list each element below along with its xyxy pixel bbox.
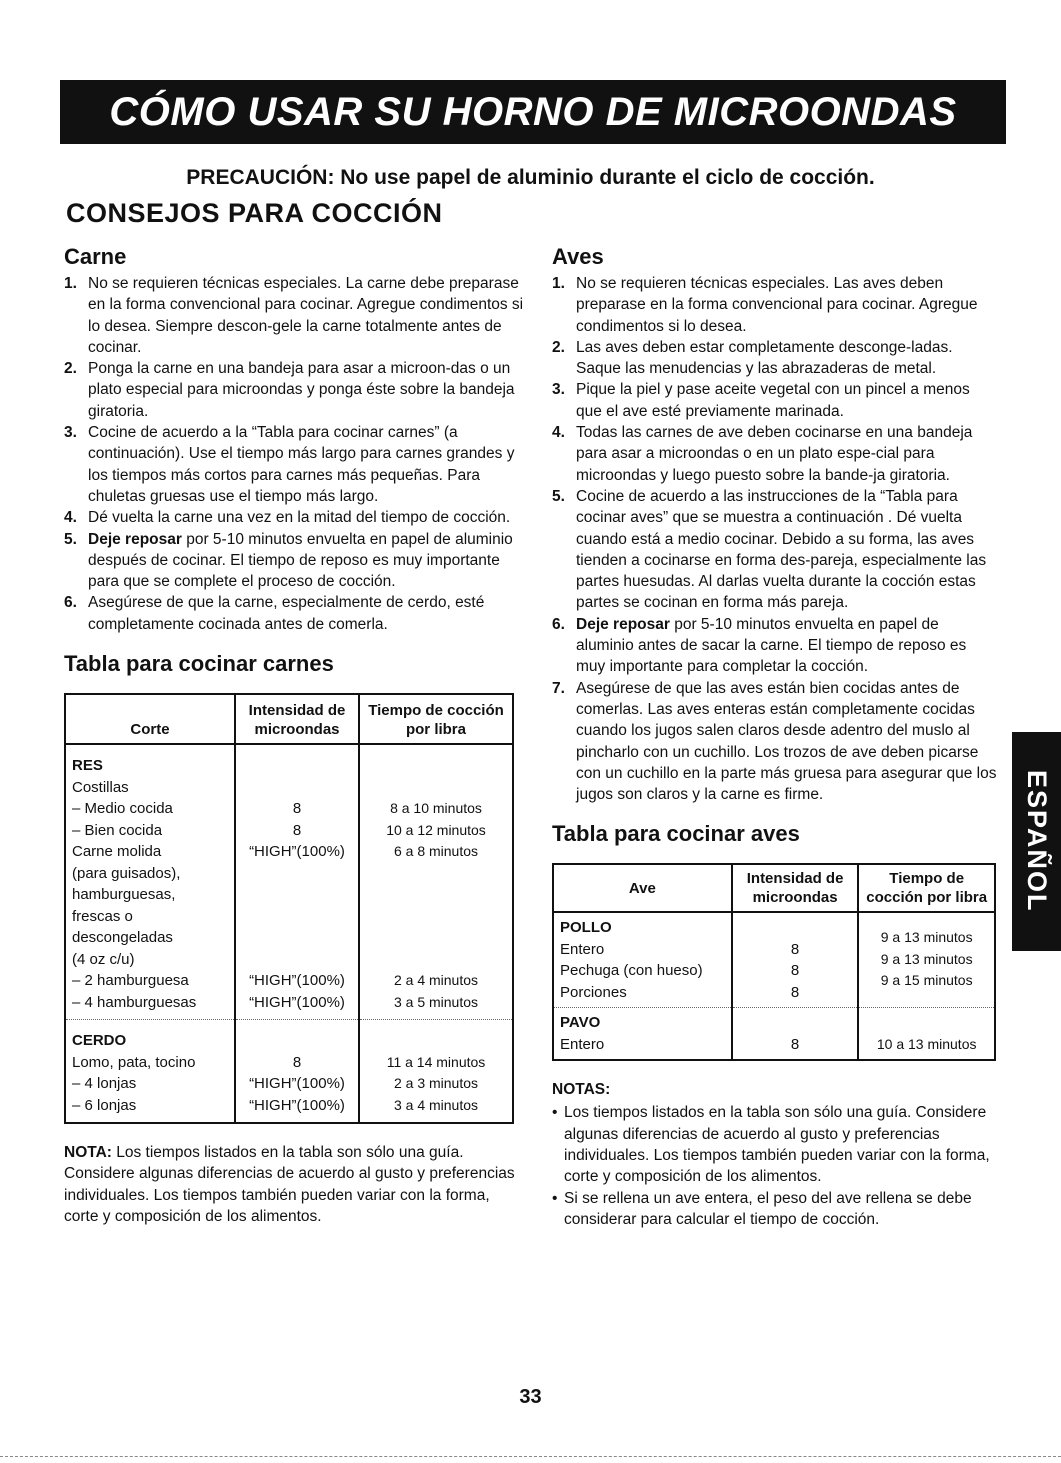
table-cell-time: 8 a 10 minutos 10 a 12 minutos 6 a 8 minutos 2 a 4 minutos 3 a 5 minutos xyxy=(359,744,513,1020)
poultry-steps xyxy=(552,273,998,805)
meat-heading: Carne xyxy=(64,244,127,269)
table-cell-power: 8 8 “HIGH”(100%) “HIGH”(100%) “HIGH”(100%) xyxy=(235,744,359,1020)
poultry-cooking-table xyxy=(552,863,996,1061)
table-cell-time: 10 a 13 minutos xyxy=(858,1008,995,1061)
table-row xyxy=(65,744,513,1020)
table-header-time: Tiempo de cocción por libra xyxy=(858,864,995,912)
list-item: 6. Asegúrese de que la carne, especialmente de cerdo, esté completamente cocinada antes de comerla. xyxy=(64,594,485,633)
poultry-notes-title: NOTAS: xyxy=(552,1081,611,1099)
table-header-power: Intensidad de microondas xyxy=(732,864,859,912)
table-cell-time: 9 a 13 minutos 9 a 13 minutos 9 a 15 minutos xyxy=(858,912,995,1008)
list-item: 4. Todas las carnes de ave deben cocinarse en una bandeja para asar a microondas o en un plato espe-cial para microondas y luego puesto sobre la bande-ja giratoria. xyxy=(552,424,973,484)
list-item: • Los tiempos listados en la tabla son sólo una guía. Considere algunas diferencias de acuerdo al gusto y preferencias individuales. Los tiempos también pueden variar con la forma, corte y composición de los alimentos. xyxy=(552,1102,998,1187)
table-cell-cut: CERDO Lomo, pata, tocino – 4 lonjas – 6 lonjas xyxy=(65,1020,235,1124)
list-item: 5. Cocine de acuerdo a las instrucciones de la “Tabla para cocinar aves” que se muestra a continuación . Dé vuelta cuando está a medio cocinar. Debido a su forma, las aves tienden a cocinarse en forma des-pareja, especialmente las partes huesudas. Al darlas vuelta durante la cocción estas partes se cocinan en forma más pareja. xyxy=(552,487,987,612)
table-cell-time: 11 a 14 minutos 2 a 3 minutos 3 a 4 minutos xyxy=(359,1020,513,1124)
page-banner-title: CÓMO USAR SU HORNO DE MICROONDAS xyxy=(60,80,1006,144)
language-side-tab: ESPAÑOL xyxy=(1012,732,1061,951)
table-header-poultry: Ave xyxy=(553,864,732,912)
list-item: 7. Asegúrese de que las aves están bien cocidas antes de comerlas. Las aves enteras están completamente cocidas cuando los jugos salen claros desde adentro del muslo al pincharlo con un cuchillo. Los trozos de ave deben picarse con un cuchillo en la parte más gruesa para asegurar que los jugos son claros y la carne es firme. xyxy=(552,679,997,804)
meat-steps xyxy=(64,273,526,635)
meat-table-note: NOTA: Los tiempos listados en la tabla son sólo una guía. Considere algunas diferencias de acuerdo al gusto y preferencias individuales. Los tiempos también pueden variar con la forma, corte y composición de los alimentos. xyxy=(64,1144,515,1225)
table-cell-power: 8 8 8 xyxy=(732,912,859,1008)
table-header-power: Intensidad de microondas xyxy=(235,694,359,744)
table-row xyxy=(553,1008,995,1061)
caution-warning: PRECAUCIÓN: No use papel de aluminio durante el ciclo de cocción. xyxy=(186,166,875,189)
poultry-notes xyxy=(552,1102,998,1230)
list-item: 4. Dé vuelta la carne una vez en la mitad del tiempo de cocción. xyxy=(64,509,511,527)
meat-table-title: Tabla para cocinar carnes xyxy=(64,651,334,677)
list-item: 2. Ponga la carne en una bandeja para asar a microon-das o un plato especial para microondas y ponga éste sobre la bandeja giratoria. xyxy=(64,360,515,420)
table-header-time: Tiempo de cocción por libra xyxy=(359,694,513,744)
meat-column xyxy=(64,244,526,1227)
table-cell-cut: POLLO Entero Pechuga (con hueso) Porciones xyxy=(553,912,732,1008)
list-item: 2. Las aves deben estar completamente desconge-ladas. Saque las menudencias y las abrazaderas de metal. xyxy=(552,338,953,378)
list-item: 6. Deje reposar por 5-10 minutos envuelta en papel de aluminio antes de sacar la carne. El tiempo de reposo es muy importante para completar la cocción. xyxy=(552,615,967,676)
meat-cooking-table xyxy=(64,693,514,1124)
list-item: 1. No se requieren técnicas especiales. La carne debe preparase en la forma convencional para cocinar. Agregue condimentos si lo desea. Siempre descon-gele la carne totalmente antes de cocinar. xyxy=(64,275,524,356)
table-row xyxy=(553,912,995,1008)
list-item: 3. Pique la piel y pase aceite vegetal con un pincel a menos que el ave esté previamente marinada. xyxy=(552,381,970,420)
list-item: 1. No se requieren técnicas especiales. Las aves deben preparase en la forma convencional para cocinar. Agregue condimentos si lo desea. xyxy=(552,275,978,335)
poultry-table-title: Tabla para cocinar aves xyxy=(552,821,800,847)
page-number: 33 xyxy=(519,1386,542,1408)
list-item: • Si se rellena un ave entera, el peso del ave rellena se debe considerar para calcular el tiempo de cocción. xyxy=(552,1188,998,1231)
table-cell-power: 8 xyxy=(732,1008,859,1061)
list-item: 5. Deje reposar por 5-10 minutos envuelta en papel de aluminio después de cocinar. El tiempo de reposo es muy importante para que se complete el proceso de cocción. xyxy=(64,530,513,591)
table-header-cut: Corte xyxy=(65,694,235,744)
poultry-column xyxy=(552,244,998,1230)
table-cell-power: 8 “HIGH”(100%) “HIGH”(100%) xyxy=(235,1020,359,1124)
bottom-divider xyxy=(0,1456,1061,1457)
poultry-heading: Aves xyxy=(552,244,604,269)
table-cell-cut: PAVO Entero xyxy=(553,1008,732,1061)
list-item: 3. Cocine de acuerdo a la “Tabla para cocinar carnes” (a continuación). Use el tiempo más largo para carnes grandes y los tiempos más cortos para carnes más pequeñas. Para chuletas gruesas use el tiempo más largo. xyxy=(64,424,515,505)
main-title: CONSEJOS PARA COCCIÓN xyxy=(66,198,443,228)
table-row xyxy=(65,1020,513,1124)
table-cell-cut: RES Costillas – Medio cocida – Bien cocida Carne molida (para guisados), hamburguesas, frescas o descongeladas (4 oz c/u) – 2 hamburguesa – 4 hamburguesas xyxy=(65,744,235,1020)
